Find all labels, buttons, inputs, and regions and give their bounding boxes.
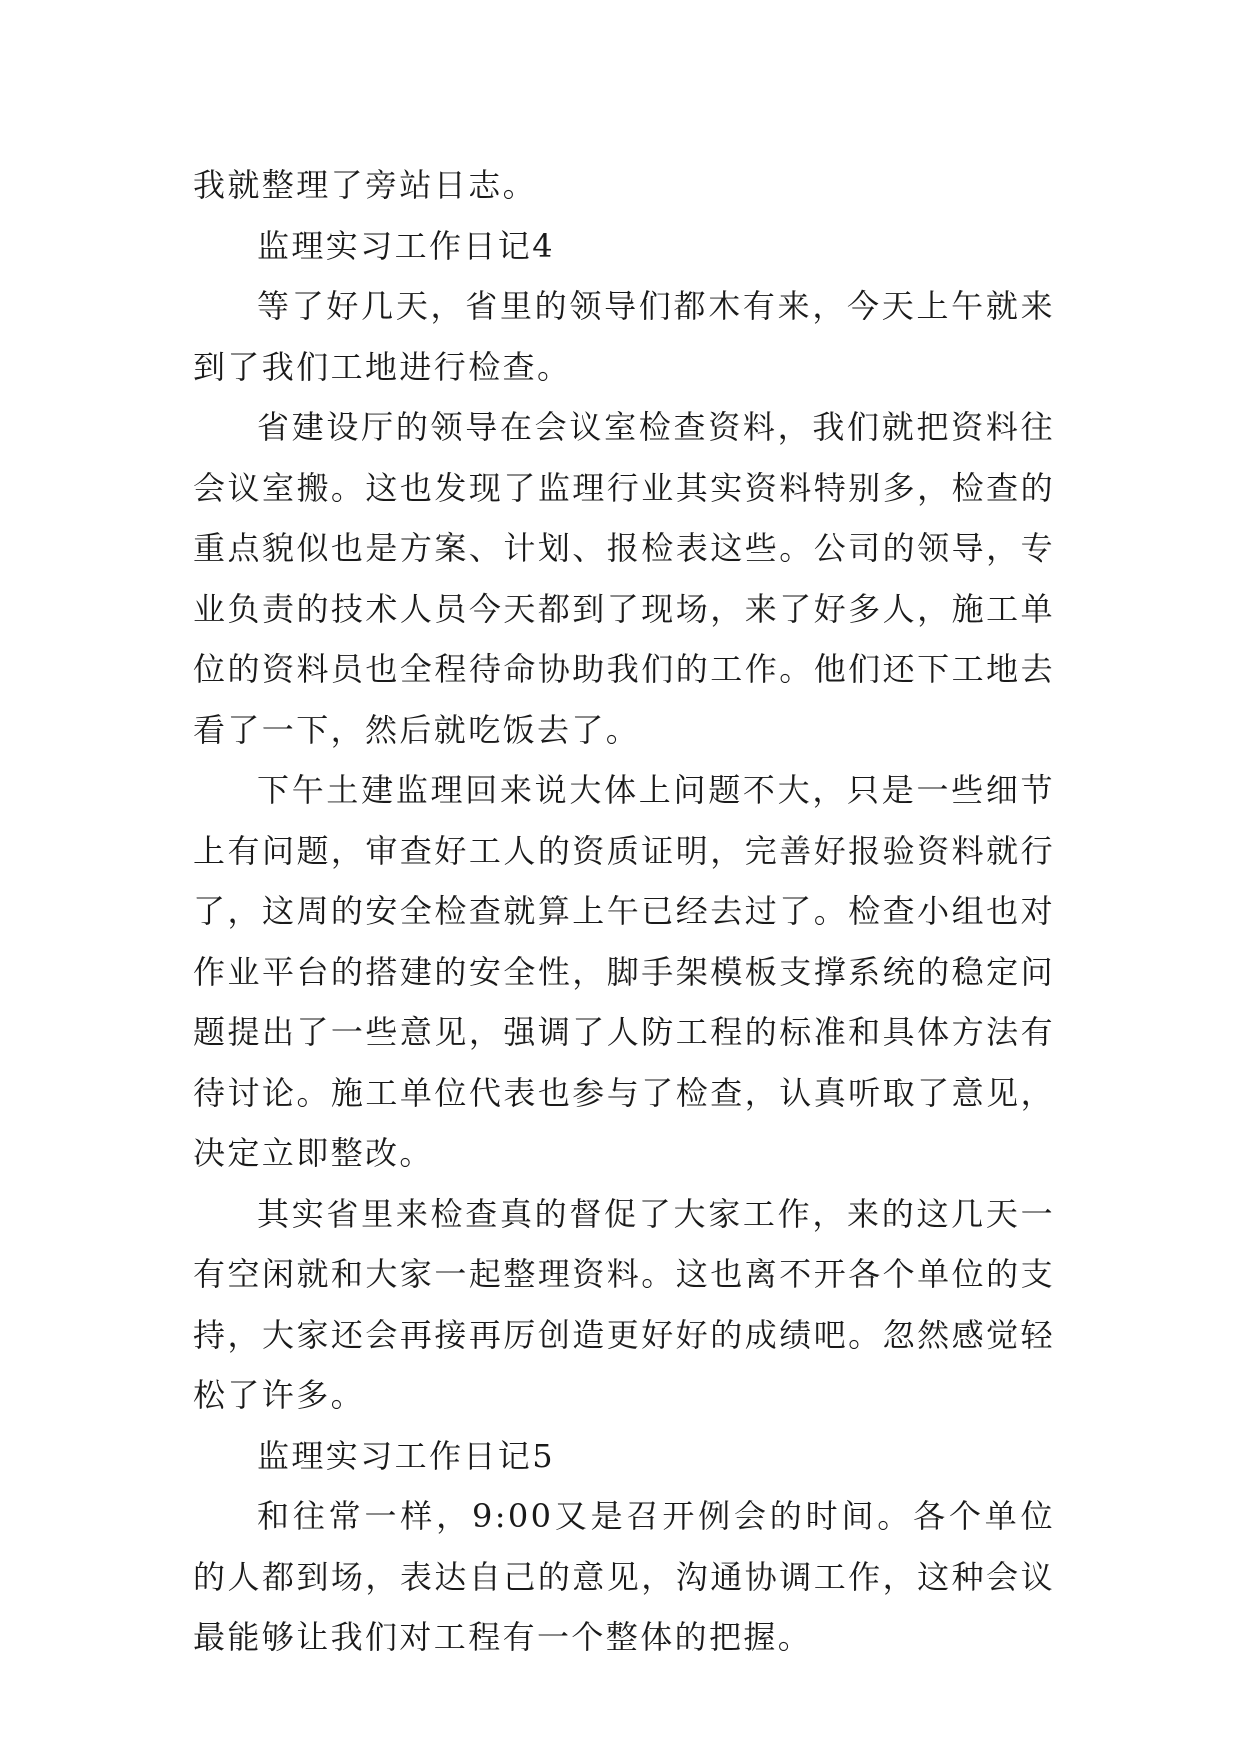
paragraph-4: 下午土建监理回来说大体上问题不大，只是一些细节上有问题，审查好工人的资质证明，完善好报验资料就行了，这周的安全检查就算上午已经去过了。检查小组也对作业平台的搭建的安全性，脚手架模板支撑系统的稳定问题提出了一些意见，强调了人防工程的标准和具体方法有待讨论。施工单位代表也参与了检查，认真听取了意见，决定立即整改。 <box>193 771 1055 1172</box>
paragraph-5: 其实省里来检查真的督促了大家工作，来的这几天一有空闲就和大家一起整理资料。这也离不开各个单位的支持，大家还会再接再厉创造更好好的成绩吧。忽然感觉轻松了许多。 <box>193 1194 1055 1414</box>
section-heading-diary-5: 监理实习工作日记5 <box>257 1436 555 1475</box>
paragraph-6: 和往常一样，9:00又是召开例会的时间。各个单位的人都到场，表达自己的意见，沟通协调工作，这种会议最能够让我们对工程有一个整体的把握。 <box>193 1497 1055 1656</box>
document-body <box>193 155 1055 1668</box>
paragraph-1: 我就整理了旁站日志。 <box>193 166 538 204</box>
paragraph-2: 等了好几天，省里的领导们都木有来，今天上午就来到了我们工地进行检查。 <box>193 287 1055 386</box>
paragraph-3: 省建设厅的领导在会议室检查资料，我们就把资料往会议室搬。这也发现了监理行业其实资料特别多，检查的重点貌似也是方案、计划、报检表这些。公司的领导，专业负责的技术人员今天都到了现场，来了好多人，施工单位的资料员也全程待命协助我们的工作。他们还下工地去看了一下，然后就吃饭去了。 <box>193 408 1055 749</box>
section-heading-diary-4: 监理实习工作日记4 <box>257 226 555 265</box>
